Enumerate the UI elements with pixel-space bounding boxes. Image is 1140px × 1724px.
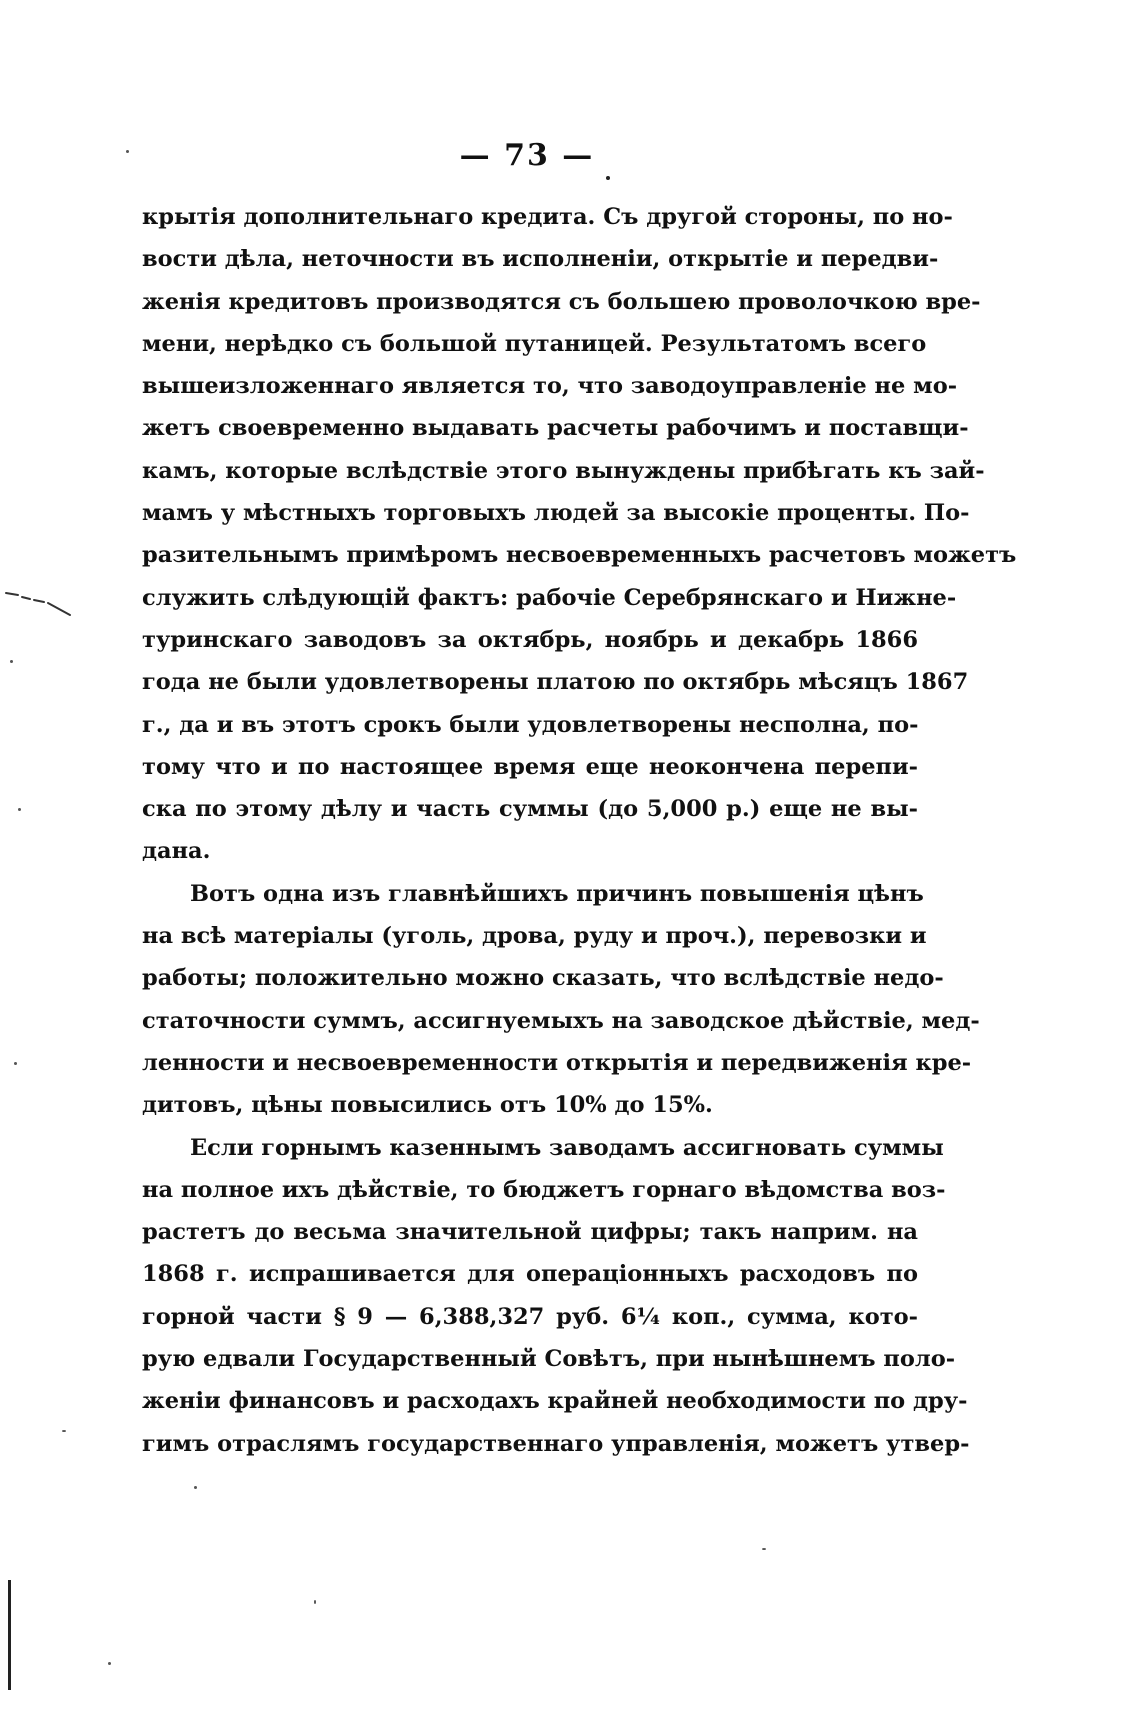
text-line: женіи финансовъ и расходахъ крайней необходимости по дру- [142, 1388, 968, 1415]
text-line: статочности суммъ, ассигнуемыхъ на заводское дѣйствіе, мед- [142, 1007, 980, 1034]
text-line: туринскаго заводовъ за октябрь, ноябрь и декабрь 1866 [142, 626, 918, 653]
text-line: Если горнымъ казеннымъ заводамъ ассигновать суммы [190, 1134, 944, 1161]
text-line: служить слѣдующій фактъ: рабочіе Серебрянскаго и Нижне- [142, 584, 957, 611]
body-text [142, 196, 1017, 1465]
text-line: работы; положительно можно сказать, что вслѣдствіе недо- [142, 965, 944, 992]
text-line: ленности и несвоевременности открытія и передвиженія кре- [142, 1049, 972, 1076]
text-line: разительнымъ примѣромъ несвоевременныхъ расчетовъ можетъ [142, 542, 1017, 569]
text-line: ска по этому дѣлу и часть суммы (до 5,000 р.) еще не вы- [142, 796, 918, 823]
text-line: крытія дополнительнаго кредита. Съ другой стороны, по но- [142, 204, 953, 230]
text-line: вышеизложеннаго является то, что заводоуправленіе не мо- [142, 373, 958, 400]
scan-speck [606, 176, 610, 180]
text-line: горной части § 9 — 6,388,327 руб. 6¼ коп., сумма, кото- [142, 1303, 918, 1330]
scan-speck [10, 660, 13, 663]
text-line: вости дѣла, неточности въ исполненіи, открытіе и передви- [142, 246, 939, 273]
text-line: жетъ своевременно выдавать расчеты рабочимъ и поставщи- [142, 415, 969, 442]
text-line: Вотъ одна изъ главнѣйшихъ причинъ повышенія цѣнъ [190, 880, 924, 907]
scan-edge-line [8, 1580, 11, 1690]
text-line: рую едвали Государственный Совѣтъ, при нынѣшнемъ поло- [142, 1346, 956, 1373]
scan-speck [314, 1600, 316, 1604]
text-line: дана. [142, 838, 211, 865]
scan-speck [14, 1062, 17, 1065]
scan-speck [194, 1486, 197, 1489]
text-line: на всѣ матеріалы (уголь, дрова, руду и проч.), перевозки и [142, 923, 927, 950]
text-line: растетъ до весьма значительной цифры; такъ наприм. на [142, 1219, 918, 1246]
text-line: 1868 г. испрашивается для операціонныхъ расходовъ по [142, 1261, 918, 1288]
scan-speck [762, 1548, 766, 1550]
scan-speck [126, 150, 129, 153]
text-line: женія кредитовъ производятся съ большею проволочкою вре- [142, 288, 981, 315]
page-number: — 73 — [459, 138, 595, 173]
margin-pencil-mark [4, 585, 74, 625]
scan-speck [62, 1430, 66, 1432]
text-line: г., да и въ этотъ срокъ были удовлетворены несполна, по- [142, 711, 919, 738]
text-line: дитовъ, цѣны повысились отъ 10% до 15%. [142, 1092, 713, 1119]
scan-speck [18, 808, 21, 811]
text-line: мамъ у мѣстныхъ торговыхъ людей за высокіе проценты. По- [142, 500, 970, 527]
text-line: камъ, которые вслѣдствіе этого вынуждены прибѣгать къ зай- [142, 457, 985, 484]
text-line: на полное ихъ дѣйствіе, то бюджетъ горнаго вѣдомства воз- [142, 1176, 946, 1203]
scan-speck [108, 1662, 111, 1665]
text-line: гимъ отраслямъ государственнаго управленія, можетъ утвер- [142, 1430, 970, 1457]
text-line: года не были удовлетворены платою по октябрь мѣсяцъ 1867 [142, 669, 969, 696]
text-line: тому что и по настоящее время еще неокончена перепи- [142, 753, 918, 780]
text-line: мени, нерѣдко съ большой путаницей. Результатомъ всего [142, 330, 927, 357]
